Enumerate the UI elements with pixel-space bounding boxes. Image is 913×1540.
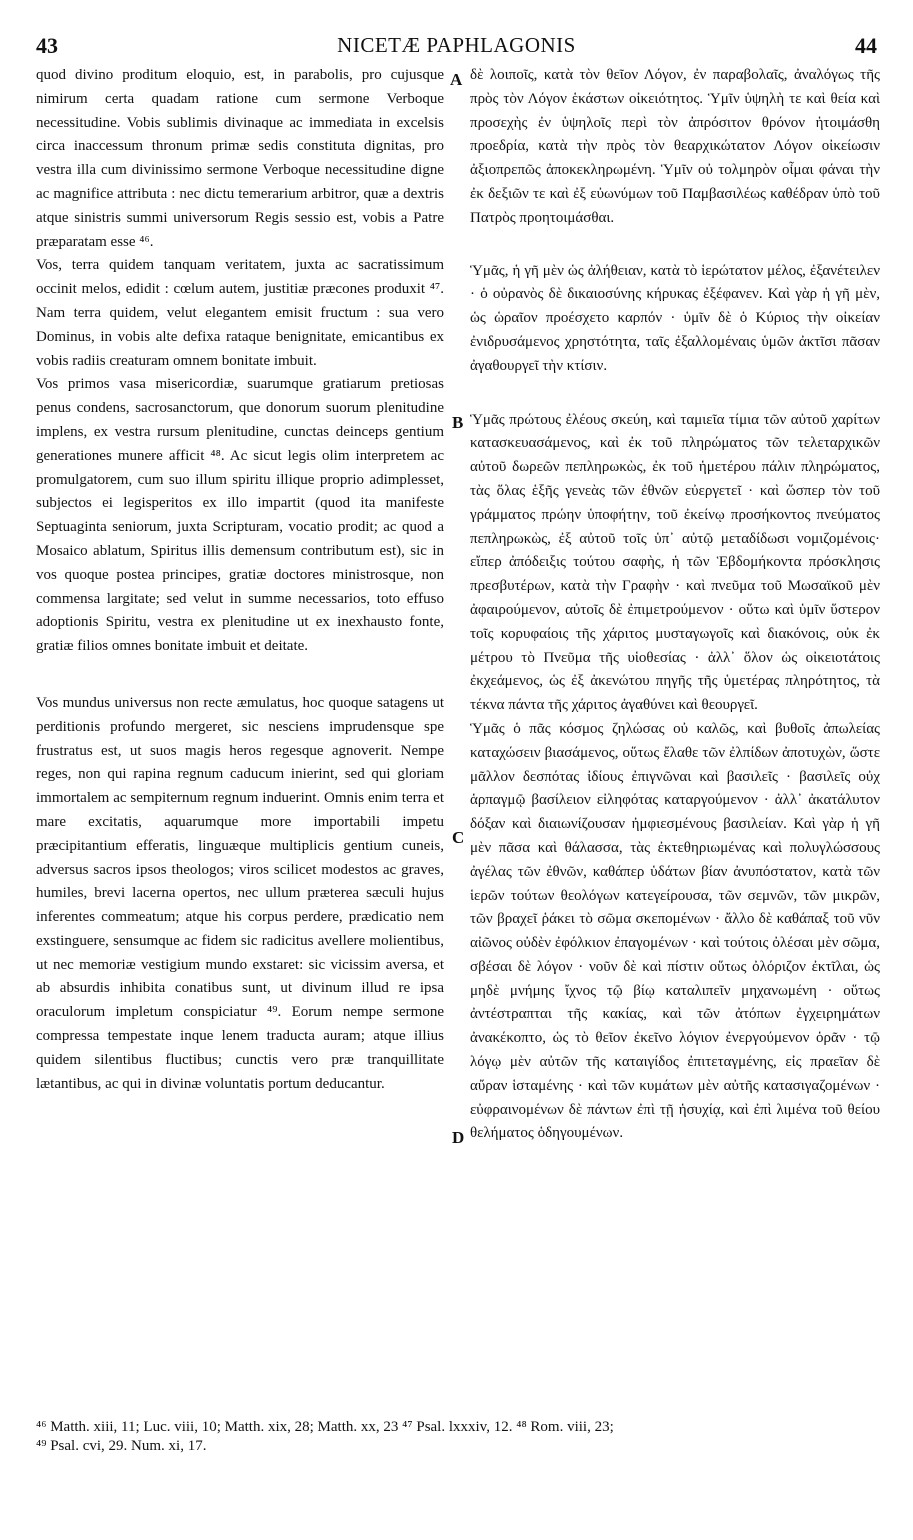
latin-paragraph: Vos mundus universus non recte æmulatus, hoc quoque satagens ut perditionis profundo mergeret, sic nesciens imprudensque spe frustratus est, ut suos magis heros regesque agnoverit. Nempe reges, non qui rapina regnum caducum inierint, sed qui gloriam immortalem ac sempiternum regnum induerint. Omnis enim terra et mare excitatis, aquarumque more importabili impetu præcipitantium efferatis, linguæque multiplicis gentium cuneis, adversus sacros ipsos theologos; viros scilicet modestos ac graves, humiles, brevi lacerna opertos, nec ullum præterea sæculi hujus inferentes commeatum; atque his corpus perdere, prædicatio nem exstinguere, sensumque ac fidem sic radicitus avellere molientibus, ut nec memoriæ vestigium mundo exstaret: sic vicissim aversa, et ab absurdis inhibita conatibus sunt, ut divinum illud re ipsa oraculorum impletum conspiciatur ⁴⁹. Eorum nempe sermone compressa tempestate inque lenem traducta auram; atque illius quidem silentibus fluctibus; cunctis vero præ tranquillitate lætantibus, ac qui in divinæ voluntatis portum deducantur. (36, 694, 444, 1092)
greek-paragraph: Ὑμᾶς ὁ πᾶς κόσμος ζηλώσας οὐ καλῶς, καὶ βυθοῖς ἀπωλείας καταχώσειν βιασάμενος, οὕτως ἔλαθε τῶν ἐλπίδων ἀποτυχὼν, ὥστε μᾶλλον δεσπότας ἰδίους ἐπιγνῶναι καὶ βασιλεῖς · βασιλεῖς οὐχ ἁρπαγμῷ βασίλειον εἰληφότας καταργούμενον · ἀλλ᾿ ἀκατάλυτον δόξαν καὶ διαιωνίζουσαν ἠμφιεσμένους βασιλείαν. Καὶ γὰρ ἡ γῆ μὲν πᾶσα καὶ θάλασσα, τὰς ἐκτεθηριωμένας καὶ πολυγλώσσους ἀγέλας τῶν ἐθνῶν, καθάπερ ὑδάτων βίαν ἀνυπόστατον, κατὰ τῶν ἱερῶν τούτων θεολόγων κατεγείρουσα, τῶν σεμνῶν, τῶν μικρῶν, τῶν βραχεῖ ῥάκει τὸ σῶμα σκεπομένων · ἄλλο δὲ καθάπαξ τοῦ νῦν αἰῶνος οὐδὲν ἐφόλκιον ἐπαγομένων · καὶ τούτοις ὀλέσαι μὲν σῶμα, σβέσαι δὲ λόγον · νοῦν δὲ καὶ πίστιν οὕτως ὀλόριζον ἐκτῖλαι, ὡς μηδὲ μνήμης ἴχνος τῷ βίῳ καταλιπεῖν μηχανωμένη · οὕτως ἀντέστραπται τῆς κακίας, καὶ τῶν ἀτόπων ἐγχειρημάτων ἀνακέκοπτο, ὡς τὸ θεῖον ἐκεῖνο λόγιον ἐνεργούμενον ὁρᾶν · τῷ λόγῳ μὲν αὐτῶν τῆς καταιγίδος ἐπιτεταγμένης, εἰς πραεῖαν δὲ αὔραν ἱσταμένης · καὶ τῶν κυμάτων μὲν αὐτῆς κατασιγαζομένων · εὐφραινομένων δὲ πάντων ἐπὶ τῇ ἡσυχίᾳ, καὶ ἐπὶ λιμένα τοῦ θείου θελήματος ὁδηγουμένων. (470, 720, 880, 1142)
latin-column (36, 64, 444, 1096)
greek-paragraph: Ὑμᾶς πρώτους ἐλέους σκεύη, καὶ ταμιεῖα τίμια τῶν αὐτοῦ χαρίτων κατασκευασάμενος, καὶ ἐκ τοῦ πληρώματος τῶν τελεταρχικῶν αὐτοῦ δωρεῶν πεπληρωκὼς, ἐκ τοῦ ἡμετέρου πάλιν πληρώματος, τὰς ὅλας ἑξῆς γενεὰς τῶν ἐθνῶν εὐεργετεῖ · καὶ ὥσπερ τὸν τοῦ γράμματος πρώην ὑποφήτην, τοῦ ἐκείνῳ προσήκοντος πνεύματος πεπληρωκὼς, ἐξ αὐτοῦ τοῖς ὑπ᾿ αὐτῷ μεταδίδωσι νομιζομένοις· εἴπερ ἀπόδειξις τούτου σαφὴς, ἡ τῶν Ἑβδομήκοντα πρόσκλησις πρεσβυτέρων, κατὰ τὴν Γραφὴν · καὶ πνεῦμα τοῦ Μωσαϊκοῦ μὲν ἀφαιρούμενον, αὐτοῖς δὲ ἐπιμετρούμενον · οὕτω καὶ ὑμῖν ὕστερον τοῖς κορυφαίοις τῆς χάριτος μυσταγωγοῖς καὶ διακόνοις, οὐκ ἐκ μέτρου τὸ Πνεῦμα τῆς υἱοθεσίας · ἀλλ᾿ ὅλον ὡς οἰκειοτάτοις ἐκχεάμενος, ὡς ἐξ ἀκενώτου πηγῆς τῆς ὑμετέρας πληρότητος, τὰ τέκνα πάντα τῆς χάριτος ἀγαθύνει καὶ θεουργεῖ. (470, 411, 880, 714)
margin-marker-a: A (450, 70, 463, 89)
running-title: NICETÆ PAPHLAGONIS (337, 33, 576, 57)
latin-paragraph: Vos primos vasa misericordiæ, suarumque gratiarum pretiosas penus condens, sacrosanctorum, que donorum suorum plenitudine implens, ex vestra rursum plenitudine, cunctas deinceps gentium generationes munere afficit ⁴⁸. Ac sicut legis olim interpretem ac promulgatorem, cum suo illum spiritu illique proprio adimplesset, subjectos ei legisperitos ex illo impartit (quod ita manifeste Septuaginta seniorum, juxta Scripturam, vocatio prodit; ac quod a Mosaico ablatum, Spiritus illis demensum contributum est), sic in vos quoque postea principes, gratiæ doctores ministrosque, non commensa largitate; sed velut in summe necessarios, toto effuso adoptionis Spiritu, vestra ex plenitudine ut ex inexhausto fonte, gratiæ filios omnes bonitate imbuit et deitate. (36, 376, 444, 655)
greek-paragraph: Ὑμᾶς, ἡ γῆ μὲν ὡς ἀλήθειαν, κατὰ τὸ ἱερώτατον μέλος, ἐξανέτειλεν · ὁ οὐρανὸς δὲ δικαιοσύνης κήρυκας ἐξέφανεν. Καὶ γὰρ ἡ γῆ μὲν, ὡς ὡραῖον προέσχετο καρπόν · ὑμῖν δὲ ὁ Κύριος τὴν οἰκείαν ἐνιδρυσάμενος χρηστότητα, ταῖς ἐξαλλομέναις ὑμῶν ἀκτῖσι πᾶσαν ἀγαθουργεῖ τὴν κτίσιν. (470, 262, 880, 374)
page-number-right: 44 (855, 33, 877, 58)
margin-marker-b: B (452, 413, 464, 432)
page-number-left: 43 (36, 33, 58, 58)
greek-paragraph: δὲ λοιποῖς, κατὰ τὸν θεῖον Λόγον, ἐν παραβολαῖς, ἀναλόγως τῆς πρὸς τὸν Λόγον ἑκάστων οἰκειότητος. Ὑμῖν ὑψηλὴ τε καὶ θεία καὶ προσεχὴς ἐν ὑψηλοῖς περὶ τὸν ἀπρόσιτον θρόνον ἡτοιμάσθη προεδρία, κατὰ τὴν πρὸς τὸν θεαρχικώτατον Λόγον οἰκείωσιν ἀξιοπρεπῶς ἀποκεκληρωμένη. Ὑμῖν οὐ τολμηρὸν οἶμαι φάναι τὴν ἐκ δεξιῶν τε καὶ ἐξ εὐωνύμων τοῦ Παμβασιλέως καθέδραν ὑπὸ τοῦ Πατρὸς προητοιμάσθαι. (470, 67, 880, 226)
footnote-line: ⁴⁹ Psal. cvi, 29. Num. xi, 17. (36, 1438, 207, 1454)
footnote-line: ⁴⁶ Matth. xiii, 11; Luc. viii, 10; Matth. xix, 28; Matth. xx, 23 ⁴⁷ Psal. lxxxiv, 12. ⁴⁸ Rom. viii, 23; (36, 1419, 614, 1435)
footnotes (36, 1418, 881, 1456)
margin-marker-d: D (452, 1128, 465, 1147)
latin-paragraph: Vos, terra quidem tanquam veritatem, juxta ac sacratissimum occinit melos, edidit : cœlum autem, justitiæ præcones produxit ⁴⁷. Nam terra quidem, velut elegantem emisit fructum : sua vero Dominus, in vobis alte defixa rataque benignitate, emicantibus ex vobis radiis creaturam omnem bonitate imbuit. (36, 257, 444, 369)
latin-paragraph: quod divino proditum eloquio, est, in parabolis, pro cujusque nimirum certa quadam ratione cum sermone Verboque necessitudine. Vobis sublimis divinaque ac immediata in excelsis circa inaccessum thronum primæ sedis constituta dignitas, pro vestra illa cum divinissimo sermone Verboque necessitudine digne ac magnifice attributa : nec dictu temerarium arbitror, quæ a dextris atque sinistris summi universorum Regis sessio est, vobis a Patre præparatam esse ⁴⁶. (36, 67, 444, 250)
page-header (36, 33, 877, 59)
margin-marker-c: C (452, 828, 465, 847)
greek-column (470, 64, 880, 1146)
